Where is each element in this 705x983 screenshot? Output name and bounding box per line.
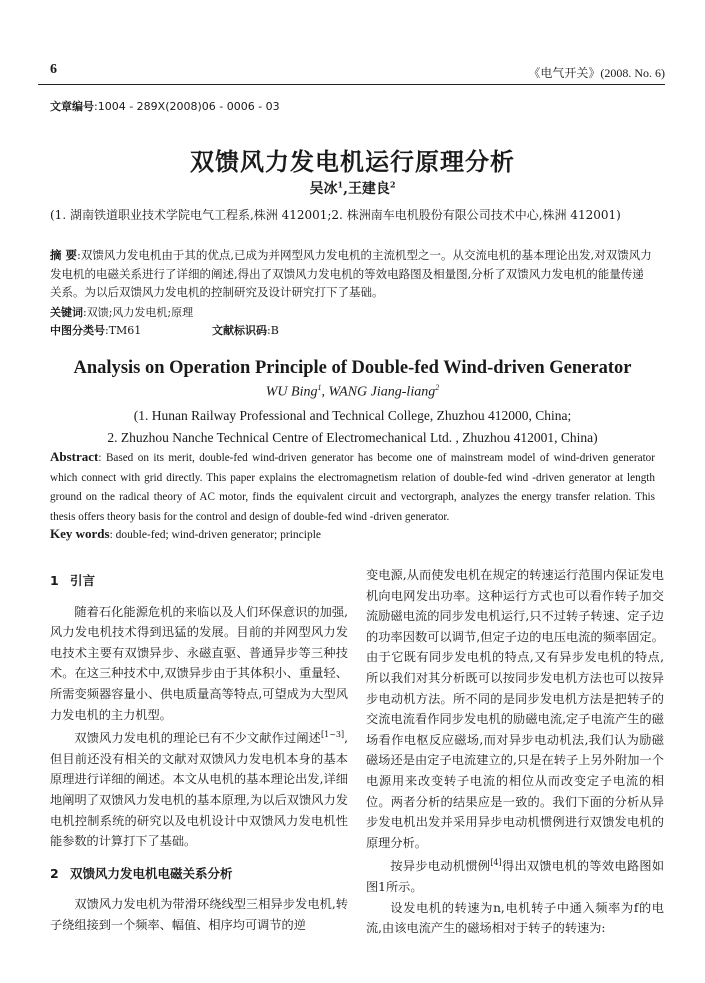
article-number: [50, 98, 280, 114]
paragraph-intro-2: [50, 725, 348, 852]
paragraph-speed: 设发电机的转速为n,电机转子中通入频率为f的电流,由该电流产生的磁场相对于转子的转速为:: [366, 900, 664, 936]
citation-ref-2: [4]: [490, 858, 502, 868]
author-2: 王建良: [347, 181, 390, 197]
abstract-en-text: : Based on its merit, double-fed wind-driven generator has become one of mainstream model of wind-driven generator which connect with grid directly. This paper explains the electromagnetism relation of double-fed wind -driven generator at length ground on the radical theory of AC motor, finds the equivalent circuit and vectorgraph, analyzes the energy transfer relation. This thesis offers theory basis for the control and design of double-fed wind -driven generator.: [50, 452, 655, 523]
author-en-1-sup: 1: [317, 383, 322, 392]
author-2-sup: 2: [389, 179, 396, 190]
figure-ref-text-b: 得出双馈电机的等效电路图如图1所示。: [366, 859, 665, 894]
section-1-number: 1: [50, 573, 59, 588]
keywords-english: [50, 526, 321, 542]
citation-ref-1: [1~3]: [321, 730, 345, 740]
body-column-right: [366, 565, 664, 939]
header-rule: [38, 84, 665, 85]
classification-line: [50, 322, 279, 338]
abstract-english: [50, 447, 655, 527]
document-code: [212, 322, 279, 338]
affiliation-en-line-2: 2. Zhuzhou Nanche Technical Centre of Electromechanical Ltd. , Zhuzhou 412001, China): [107, 430, 598, 445]
keywords-en-label: Key words: [50, 526, 110, 541]
body-column-left: [50, 565, 348, 936]
paragraph-figure-ref: [366, 853, 664, 897]
intro-2-text-a: 双馈风力发电机的理论已有不少文献作过阐述: [74, 731, 321, 746]
running-header: [38, 62, 665, 82]
author-en-2: WANG Jiang-liang: [328, 384, 436, 400]
paragraph-intro-1: 随着石化能源危机的来临以及人们环保意识的加强,风力发电机技术得到迅猛的发展。目前的并网型风力发电技术主要有双馈异步、永磁直驱、普通异步等三种技术。在这三种技术中,双馈异步由于其体积小、重量轻、所需变频器容量小、供电质量高等特点,可望成为大型风力发电机的主力机型。: [50, 604, 348, 722]
section-1-title: 引言: [70, 573, 96, 588]
affiliation-english: [0, 405, 705, 449]
authors-chinese: [0, 178, 705, 198]
section-heading-1: [50, 571, 348, 592]
section-heading-2: [50, 864, 348, 885]
journal-citation: 《电气开关》(2008. No. 6): [528, 66, 665, 80]
page-number: 6: [50, 62, 57, 77]
abstract-text: :双馈风力发电机由于其的优点,已成为并网型风力发电机的主流机型之一。从交流电机的基本理论出发,对双馈风力发电机的电磁关系进行了详细的阐述,得出了双馈风力发电机的等效电路图及相量图,分析了双馈风力发电机的能量传递关系。为以后双馈风力发电机的控制研究及设计研究打下了基础。: [50, 248, 652, 299]
author-1-sup: 1: [337, 179, 344, 190]
article-number-value: :1004 - 289X(2008)06 - 0006 - 03: [94, 100, 280, 113]
author-1: 吴冰: [309, 181, 338, 197]
abstract-en-label: Abstract: [50, 449, 99, 464]
affiliation-en-line-1: (1. Hunan Railway Professional and Technical College, Zhuzhou 412000, China;: [133, 408, 572, 423]
doc-code-value: :B: [267, 324, 279, 337]
section-2-title: 双馈风力发电机电磁关系分析: [70, 865, 233, 881]
title-english: Analysis on Operation Principle of Double-fed Wind-driven Generator: [73, 358, 632, 378]
title-chinese: 双馈风力发电机运行原理分析: [190, 148, 515, 176]
affiliation-chinese: (1. 湖南铁道职业技术学院电气工程系,株洲 412001;2. 株洲南车电机股份有限公司技术中心,株洲 412001): [50, 208, 621, 222]
keywords-en-text: : double-fed; wind-driven generator; principle: [109, 529, 321, 541]
author-en-2-sup: 2: [435, 383, 440, 392]
article-number-label: 文章编号: [50, 100, 94, 113]
section-2-number: 2: [50, 865, 59, 881]
doc-code-label: 文献标识码: [212, 324, 267, 337]
clc-label: 中图分类号: [50, 324, 105, 337]
keywords-text: :双馈;风力发电机;原理: [83, 306, 194, 319]
figure-ref-text-a: 按异步电动机惯例: [390, 859, 491, 874]
paragraph-continued: 变电源,从而使发电机在规定的转速运行范围内保证发电机向电网发出功率。这种运行方式也可以看作转子加交流励磁电流的同步发电机运行,只不过转子转速、定子边的功率因数可以调节,但定子边的电压电流的频率固定。由于它既有同步发电机的特点,又有异步发电机的特点,所以我们对其分析既可以按同步发电机方法也可以按异步电动机方法。所不同的是同步发电机方法是把转子的交流电流看作同步发电机的励磁电流,定子电流产生的磁场看作电枢反应磁场,而对异步电动机法,我们认为励磁磁场还是由定子电流建立的,只是在转子上另外附加一个电源用来改变转子电流的相位从而改变定子电流的相位。两者分析的结果应是一致的。我们下面的分析从异步发电机出发并采用异步电动机惯例进行双馈发电机的原理分析。: [366, 568, 664, 850]
abstract-chinese: [50, 246, 655, 302]
keywords-chinese: [50, 304, 193, 320]
author-en-separator: ,: [321, 384, 329, 400]
authors-english: [0, 383, 705, 401]
abstract-label: 摘 要: [50, 248, 78, 262]
intro-2-text-b: ,但目前还没有相关的文献对双馈风力发电机本身的基本原理进行详细的阐述。本文从电机的基本理论出发,详细地阐明了双馈风力发电机的基本原理,为以后双馈风力发电机控制系统的研究以及电机设计中双馈风力发电机性能参数的计算打下了基础。: [50, 731, 348, 849]
author-en-1: WU Bing: [265, 384, 318, 400]
paragraph-sec2-1: 双馈风力发电机为带滑环绕线型三相异步发电机,转子绕组接到一个频率、幅值、相序均可调节的逆: [50, 897, 348, 932]
author-separator: ,: [343, 181, 348, 197]
keywords-label: 关键词: [50, 306, 83, 319]
clc-value: :TM61: [105, 324, 142, 337]
